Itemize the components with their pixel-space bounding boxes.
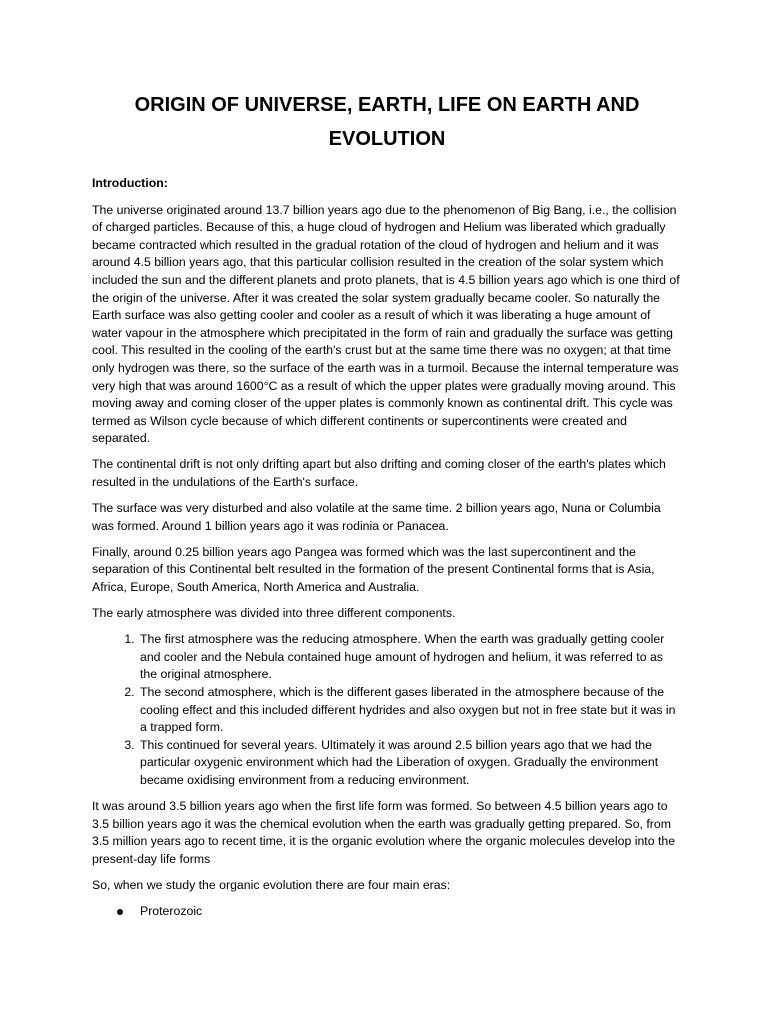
- list-item: 2. The second atmosphere, which is the different gases liberated in the atmosphere because of the cooling effect and this included different hydrides and also oxygen but not in free state but it was in a trapped form.: [138, 684, 682, 737]
- document-page: [92, 88, 682, 921]
- paragraph-pangea: Finally, around 0.25 billion years ago Pangea was formed which was the last supercontinent and the separation of this Continental belt resulted in the formation of the present Continental forms that is Asia, Africa, Europe, South America, North America and Australia.: [92, 544, 655, 594]
- introduction-heading: Introduction:: [92, 176, 168, 190]
- bullet-icon: [117, 909, 123, 915]
- paragraph-origin-universe: The universe originated around 13.7 billion years ago due to the phenomenon of Big Bang, i.e., the collision of charged particles. Because of this, a huge cloud of hydrogen and Helium was liberated which gradually became contracted which resulted in the gradual rotation of the cloud of hydrogen and helium and it was around 4.5 billion years ago, that this particular collision resulted in the creation of the solar system which included the sun and the different planets and proto planets, that is 4.5 billion years ago which is one third of the origin of the universe. After it was created the solar system gradually became cooler. So naturally the Earth surface was also getting cooler and cooler as a result of which it was liberating a huge amount of water vapour in the atmosphere which precipitated in the form of rain and gradually the surface was getting cool. This resulted in the cooling of the earth's crust but at the same time there was no oxygen; at that time only hydrogen was there, so the surface of the earth was in a turmoil. Because the internal temperature was very high that was around 1600°C as a result of which the upper plates were gradually moving around. This moving away and coming closer of the upper plates is commonly known as continental drift. This cycle was termed as Wilson cycle because of which different continents or supercontinents were created and separated.: [92, 202, 680, 446]
- document-title: ORIGIN OF UNIVERSE, EARTH, LIFE ON EARTH AND EVOLUTION: [134, 94, 640, 150]
- list-item: 3. This continued for several years. Ultimately it was around 2.5 billion years ago that we had the particular oxygenic environment which had the Liberation of oxygen. Gradually the environment became oxidising environment from a reducing environment.: [138, 737, 682, 790]
- paragraph-continental-drift: The continental drift is not only drifting apart but also drifting and coming closer of the earth's plates which resulted in the undulations of the Earth's surface.: [92, 457, 666, 489]
- paragraph-supercontinents: The surface was very disturbed and also volatile at the same time. 2 billion years ago, Nuna or Columbia was formed. Around 1 billion years ago it was rodinia or Panacea.: [92, 501, 661, 533]
- paragraph-four-eras: So, when we study the organic evolution there are four main eras:: [92, 877, 451, 892]
- atmosphere-list: [92, 631, 682, 789]
- list-item: 1. The first atmosphere was the reducing atmosphere. When the earth was gradually getting cooler and cooler and the Nebula contained huge amount of hydrogen and helium, it was referred to as the original atmosphere.: [138, 631, 682, 684]
- eras-list: [92, 903, 682, 921]
- list-item: [138, 903, 682, 921]
- paragraph-early-atmosphere: The early atmosphere was divided into three different components.: [92, 606, 456, 621]
- paragraph-first-life: It was around 3.5 billion years ago when the first life form was formed. So between 4.5 billion years ago to 3.5 billion years ago it was the chemical evolution when the earth was gradually getting prepared. So, from 3.5 million years ago to recent time, it is the organic evolution where the organic molecules develop into the present-day life forms: [92, 799, 676, 866]
- era-label: Proterozoic: [140, 903, 203, 918]
